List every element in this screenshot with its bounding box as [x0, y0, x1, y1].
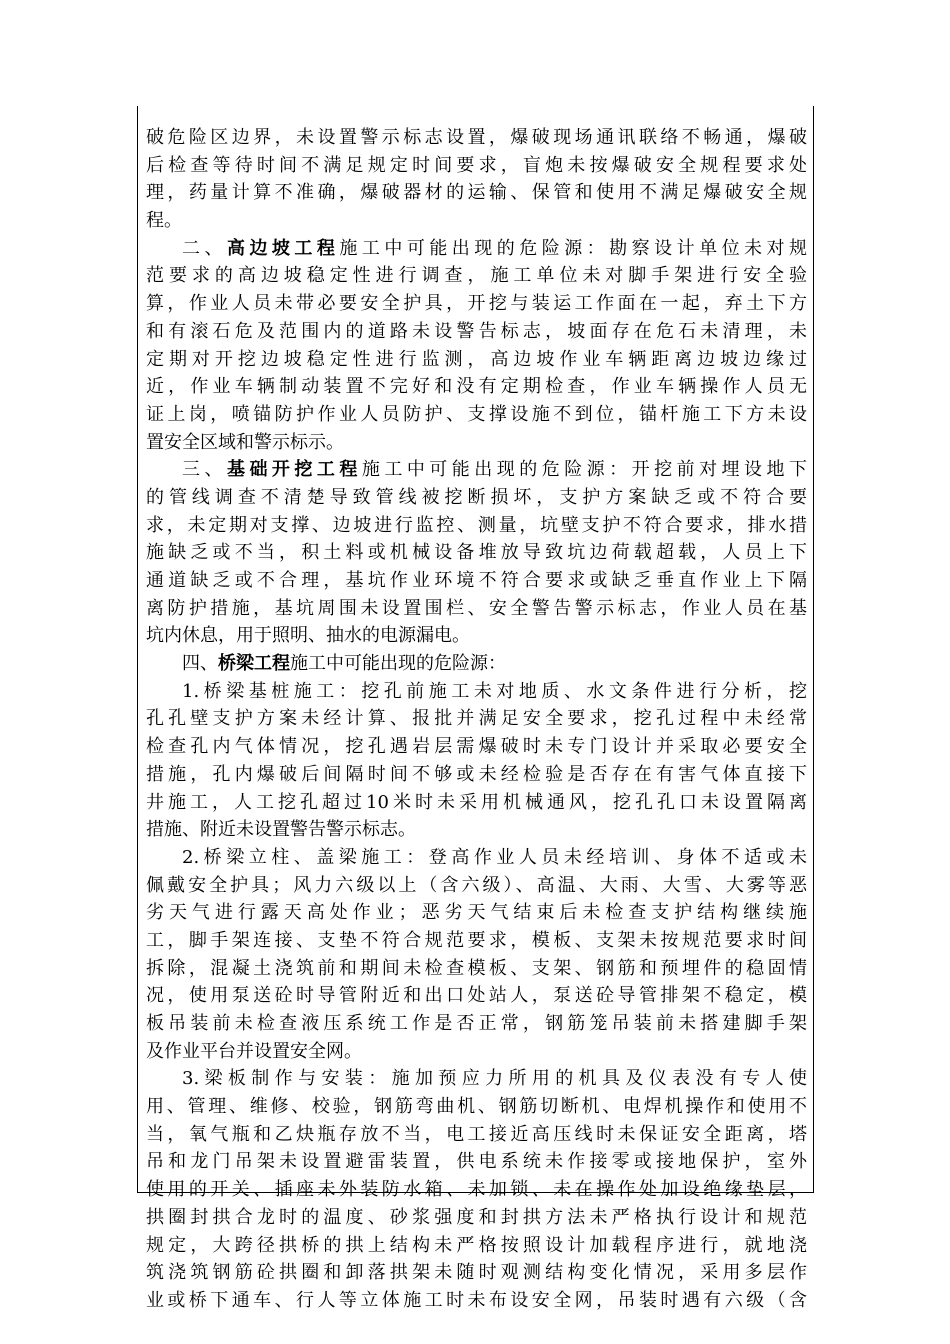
section-title: 桥梁工程 — [218, 653, 290, 675]
text-line: 劣天气进行露天高处作业；恶劣天气结束后未检查支护结构继续施 — [146, 902, 807, 924]
text-line: 规定，大跨径拱桥的拱上结构未严格按照设计加载程序进行，就地浇 — [146, 1234, 807, 1256]
text-line: 使用的开关、插座未外装防水箱、未加锁、未在操作处加设绝缘垫层， — [146, 1179, 807, 1201]
text-line: 吊和龙门吊架未设置避雷装置，供电系统未作接零或接地保护，室外 — [146, 1151, 807, 1173]
text-line: 拆除，混凝土浇筑前和期间未检查模板、支架、钢筋和预埋件的稳固情 — [146, 957, 807, 979]
section-text: 施工中可能出现的危险源：开挖前对埋设地下 — [361, 459, 808, 481]
text-line: 破危险区边界，未设置警示标志设置，爆破现场通讯联络不畅通，爆破 — [146, 127, 807, 148]
text-line: 求，未定期对支撑、边坡进行监控、测量，坑壁支护不符合要求，排水措 — [146, 514, 807, 536]
text-line: 况，使用泵送砼时导管附近和出口处站人，泵送砼导管排架不稳定，模 — [146, 985, 807, 1007]
text-line: 理，药量计算不准确，爆破器材的运输、保管和使用不满足爆破安全规 — [146, 182, 807, 204]
section-heading-line — [146, 456, 807, 484]
section-text: 施工中可能出现的危险源：勘察设计单位未对规 — [339, 237, 808, 259]
item-first-line: 1.桥梁基桩施工：挖孔前施工未对地质、水文条件进行分析，挖 — [182, 680, 807, 702]
text-line: 井施工，人工挖孔超过10米时未采用机械通风，挖孔孔口未设置隔离 — [146, 791, 807, 813]
text-line: 工，脚手架连接、支垫不符合规范要求，模板、支架未按规范要求时间 — [146, 929, 807, 951]
section-number: 二、 — [182, 237, 227, 259]
text-line: 后检查等待时间不满足规定时间要求，盲炮未按爆破安全规程要求处 — [146, 154, 807, 176]
text-line: 措施、附近未设置警告警示标志。 — [146, 819, 416, 841]
section-text: 施工中可能出现的危险源： — [290, 653, 506, 675]
section-heading-line — [146, 235, 807, 263]
item-first-line: 3.梁板制作与安装：施加预应力所用的机具及仪表没有专人使 — [182, 1068, 807, 1090]
text-line: 的管线调查不清楚导致管线被挖断损坏，支护方案缺乏或不符合要 — [146, 486, 807, 508]
text-line: 范要求的高边坡稳定性进行调查，施工单位未对脚手架进行安全验 — [146, 265, 807, 287]
text-line: 程。 — [146, 210, 182, 232]
text-line: 板吊装前未检查液压系统工作是否正常，钢筋笼吊装前未搭建脚手架 — [146, 1013, 807, 1034]
text-line: 用、管理、维修、校验，钢筋弯曲机、钢筋切断机、电焊机操作和使用不 — [146, 1096, 807, 1118]
text-line: 通道缺乏或不合理，基坑作业环境不符合要求或缺乏垂直作业上下隔 — [146, 570, 807, 591]
text-line: 业或桥下通车、行人等立体施工时未布设安全网，吊装时遇有六级（含 — [146, 1289, 807, 1311]
text-line: 检查孔内气体情况，挖孔遇岩层需爆破时未专门设计并采取必要安全 — [146, 736, 807, 758]
text-line: 离防护措施，基坑周围未设置围栏、安全警告警示标志，作业人员在基 — [146, 597, 807, 619]
section-number: 三、 — [182, 459, 227, 481]
text-line: 施缺乏或不当，积土料或机械设备堆放导致坑边荷载超载，人员上下 — [146, 542, 807, 564]
text-line: 措施，孔内爆破后间隔时间不够或未经检验是否存在有害气体直接下 — [146, 763, 807, 785]
section-title: 高边坡工程 — [226, 237, 340, 259]
text-line: 定期对开挖边坡稳定性进行监测，高边坡作业车辆距离边坡边缘过 — [146, 348, 807, 370]
text-line: 坑内休息，用于照明、抽水的电源漏电。 — [146, 625, 470, 647]
section-number: 四、 — [182, 653, 218, 675]
text-line: 拱圈封拱合龙时的温度、砂浆强度和封拱方法未严格执行设计和规范 — [146, 1206, 807, 1228]
text-line: 证上岗，喷锚防护作业人员防护、支撑设施不到位，锚杆施工下方未设 — [146, 403, 807, 425]
content-table-cell — [137, 106, 814, 1311]
text-line: 筑浇筑钢筋砼拱圈和卸落拱架未随时观测结构变化情况，采用多层作 — [146, 1262, 807, 1284]
text-line: 及作业平台并设置安全网。 — [146, 1040, 362, 1062]
text-line: 算，作业人员未带必要安全护具，开挖与装运工作面在一起，弃土下方 — [146, 293, 807, 315]
text-line: 当，氧气瓶和乙炔瓶存放不当，电工接近高压线时未保证安全距离，塔 — [146, 1123, 807, 1145]
section-heading-line — [146, 650, 807, 678]
text-line: 孔孔壁支护方案未经计算、报批并满足安全要求，挖孔过程中未经常 — [146, 708, 807, 730]
text-line: 佩戴安全护具；风力六级以上（含六级）、高温、大雨、大雪、大雾等恶 — [146, 874, 807, 896]
text-line: 和有滚石危及范围内的道路未设警告标志，坡面存在危石未清理，未 — [146, 320, 807, 342]
item-first-line: 2.桥梁立柱、盖梁施工：登高作业人员未经培训、身体不适或未 — [182, 846, 807, 868]
text-line: 近，作业车辆制动装置不完好和没有定期检查，作业车辆操作人员无 — [146, 376, 807, 398]
text-line: 置安全区域和警示标示。 — [146, 431, 344, 453]
section-title: 基础开挖工程 — [226, 459, 362, 481]
